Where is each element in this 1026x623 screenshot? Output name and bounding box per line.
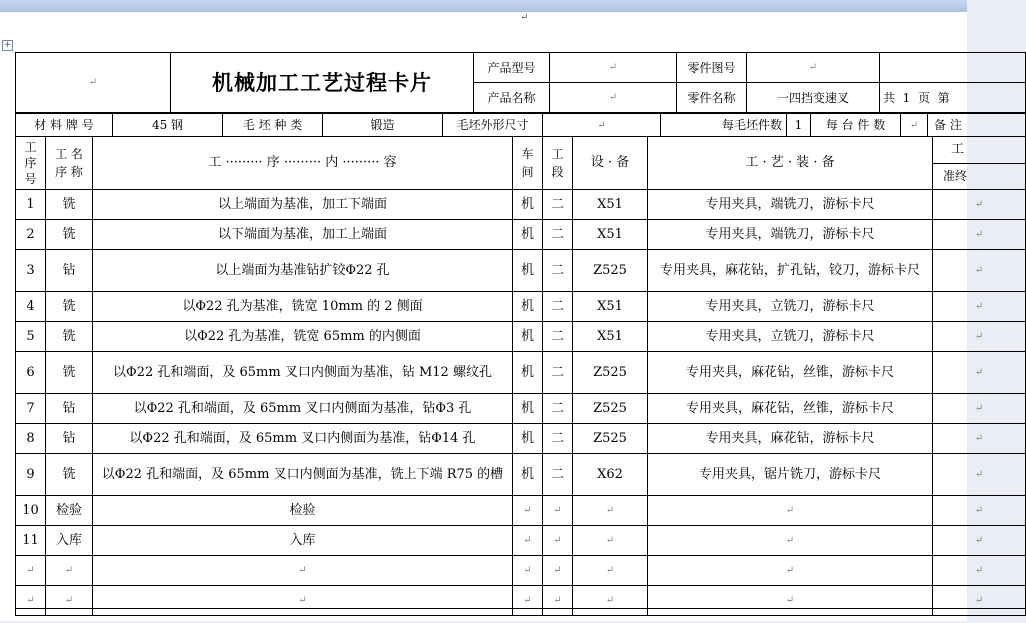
operations-header-row — [16, 137, 1026, 190]
op-hours-cell[interactable] — [933, 526, 1026, 556]
per-blank-label: 每毛坯件数 — [661, 114, 787, 137]
op-no-cell[interactable] — [16, 556, 46, 586]
op-equipment-cell[interactable] — [573, 556, 648, 586]
op-hours-cell[interactable] — [933, 352, 1026, 394]
op-section-cell[interactable]: 二 — [543, 424, 573, 454]
op-tooling-cell[interactable]: 专用夹具，麻花钻，游标卡尺 — [648, 424, 933, 454]
op-content-cell[interactable]: 以Φ22 孔和端面，及 65mm 叉口内侧面为基准，铣上下端 R75 的槽 — [93, 454, 513, 496]
paragraph-mark: ↵ — [523, 505, 532, 516]
op-hours-cell[interactable] — [933, 496, 1026, 526]
op-hours-cell[interactable] — [933, 424, 1026, 454]
document-page — [0, 12, 984, 621]
paragraph-mark: ↵ — [974, 595, 984, 606]
paragraph-mark: ↵ — [605, 535, 615, 546]
table-row — [16, 424, 1026, 454]
op-no-cell[interactable]: 11 — [16, 526, 46, 556]
op-equipment-cell[interactable]: Z525 — [573, 352, 648, 394]
product-model-label: 产品型号 — [474, 53, 550, 83]
page-count-cell — [880, 83, 1026, 113]
paragraph-mark: ↵ — [298, 565, 307, 576]
paragraph-mark: ↵ — [974, 265, 984, 276]
op-name-cell[interactable]: 入库 — [46, 526, 93, 556]
op-equipment-cell[interactable] — [573, 526, 648, 556]
op-equipment-cell[interactable]: X51 — [573, 292, 648, 322]
op-equipment-cell[interactable]: Z525 — [573, 394, 648, 424]
op-name-header — [46, 137, 93, 190]
table-move-handle-icon[interactable]: + — [3, 40, 12, 50]
page-no-label: 第 — [937, 90, 950, 105]
content-header: 工 ········· 序 ········· 内 ········· 容 — [93, 137, 513, 190]
op-no-cell[interactable]: 9 — [16, 454, 46, 496]
op-no-cell[interactable]: 3 — [16, 250, 46, 292]
paragraph-mark: ↵ — [974, 199, 984, 210]
section-header-line: 工 — [551, 147, 564, 161]
paragraph-mark: ↵ — [974, 565, 984, 576]
op-content-cell[interactable]: 以Φ22 孔为基准，铣宽 10mm 的 2 侧面 — [93, 292, 513, 322]
operations-table — [15, 136, 1026, 616]
table-row — [16, 220, 1026, 250]
product-name-value[interactable]: ↵ — [550, 83, 677, 113]
op-equipment-cell[interactable]: X51 — [573, 220, 648, 250]
op-no-cell[interactable]: 1 — [16, 190, 46, 220]
op-tooling-cell[interactable]: 专用夹具，麻花钻，丝锥，游标卡尺 — [648, 352, 933, 394]
part-drawing-label: 零件图号 — [677, 53, 747, 83]
op-hours-cell[interactable] — [933, 190, 1026, 220]
op-content-cell[interactable]: 以上端面为基准，加工下端面 — [93, 190, 513, 220]
per-unit-value[interactable]: ↵ — [901, 114, 928, 137]
op-workshop-cell[interactable]: 机 — [513, 454, 543, 496]
op-name-cell[interactable]: 铣 — [46, 322, 93, 352]
table-row — [16, 496, 1026, 526]
op-equipment-cell[interactable]: X51 — [573, 190, 648, 220]
op-content-cell[interactable] — [93, 556, 513, 586]
op-name-cell[interactable] — [46, 556, 93, 586]
op-content-cell[interactable]: 以Φ22 孔和端面，及 65mm 叉口内侧面为基准，钻Φ3 孔 — [93, 394, 513, 424]
op-section-cell[interactable]: 二 — [543, 454, 573, 496]
op-name-cell[interactable]: 检验 — [46, 496, 93, 526]
material-value[interactable]: 45 钢 — [113, 114, 223, 137]
paragraph-mark: ↵ — [974, 433, 984, 444]
paragraph-mark: ↵ — [26, 595, 35, 606]
total-value: 1 — [902, 90, 911, 105]
paragraph-mark: ↵ — [785, 565, 795, 576]
op-no-cell[interactable]: 7 — [16, 394, 46, 424]
op-workshop-cell[interactable] — [513, 526, 543, 556]
remark-label: 备 注 — [928, 114, 1026, 137]
op-equipment-cell[interactable]: X51 — [573, 322, 648, 352]
paragraph-mark: ↵ — [974, 505, 984, 516]
op-tooling-cell[interactable]: 专用夹具，立铣刀，游标卡尺 — [648, 322, 933, 352]
paragraph-mark: ↵ — [974, 301, 984, 312]
material-row-table — [15, 113, 1026, 137]
total-label: 共 — [883, 90, 896, 105]
op-equipment-cell[interactable] — [573, 496, 648, 526]
op-section-cell[interactable]: 二 — [543, 250, 573, 292]
hours-header — [933, 137, 1026, 190]
table-row — [16, 292, 1026, 322]
op-name-cell[interactable]: 铣 — [46, 352, 93, 394]
op-no-cell[interactable]: 5 — [16, 322, 46, 352]
paragraph-mark: ↵ — [64, 565, 74, 576]
op-equipment-cell[interactable]: X62 — [573, 454, 648, 496]
paragraph-mark: ↵ — [974, 403, 984, 414]
op-no-cell[interactable]: 2 — [16, 220, 46, 250]
op-tooling-cell[interactable]: 专用夹具，麻花钻，扩孔钻，铰刀，游标卡尺 — [648, 250, 933, 292]
op-hours-cell[interactable] — [933, 454, 1026, 496]
material-label: 材 料 牌 号 — [16, 114, 113, 137]
op-hours-cell[interactable] — [933, 556, 1026, 586]
card-header-table — [15, 52, 1026, 113]
paragraph-mark: ↵ — [605, 505, 615, 516]
op-section-cell[interactable] — [543, 496, 573, 526]
blank-size-label: 毛坯外形尺寸 — [443, 114, 543, 137]
op-hours-cell[interactable] — [933, 220, 1026, 250]
header-blank-cell: ↵ — [16, 53, 171, 113]
paragraph-mark: ↵ — [553, 505, 562, 516]
paragraph-mark: ↵ — [974, 331, 984, 342]
blank-type-value[interactable]: 锻造 — [323, 114, 443, 137]
paragraph-mark: ↵ — [553, 565, 562, 576]
op-workshop-cell[interactable]: 机 — [513, 394, 543, 424]
paragraph-mark: ↵ — [298, 595, 307, 606]
op-name-header-line: 序 称 — [55, 165, 83, 179]
op-no-header-line: 号 — [24, 172, 37, 186]
paragraph-mark: ↵ — [785, 505, 795, 516]
op-no-header-line: 序 — [24, 156, 37, 170]
table-row — [16, 556, 1026, 586]
workshop-header-line: 车 — [521, 147, 534, 161]
paragraph-mark: ↵ — [520, 12, 529, 23]
op-name-header-line: 工 名 — [55, 147, 83, 161]
op-content-cell[interactable]: 检验 — [93, 496, 513, 526]
blank-size-value[interactable]: ↵ — [543, 114, 661, 137]
paragraph-mark: ↵ — [523, 595, 532, 606]
op-section-cell[interactable]: 二 — [543, 394, 573, 424]
part-name-value[interactable]: 一四挡变速叉 — [747, 83, 880, 113]
product-model-value[interactable]: ↵ — [550, 53, 677, 83]
op-equipment-cell[interactable]: Z525 — [573, 424, 648, 454]
paragraph-mark: ↵ — [523, 565, 532, 576]
equipment-header: 设 · 备 — [573, 137, 648, 190]
op-workshop-cell[interactable]: 机 — [513, 292, 543, 322]
op-name-cell[interactable]: 钻 — [46, 250, 93, 292]
op-hours-cell[interactable] — [933, 322, 1026, 352]
op-section-cell[interactable]: 二 — [543, 220, 573, 250]
op-workshop-cell[interactable]: 机 — [513, 190, 543, 220]
op-name-cell[interactable]: 钻 — [46, 394, 93, 424]
per-blank-value[interactable]: 1 — [787, 114, 811, 137]
op-tooling-cell[interactable] — [648, 496, 933, 526]
op-no-cell[interactable]: 6 — [16, 352, 46, 394]
op-tooling-cell[interactable]: 专用夹具，端铣刀，游标卡尺 — [648, 220, 933, 250]
section-header-line: 段 — [551, 165, 564, 179]
paragraph-mark: ↵ — [974, 469, 984, 480]
product-name-label: 产品名称 — [474, 83, 550, 113]
paragraph-mark: ↵ — [553, 595, 562, 606]
op-no-header — [16, 137, 46, 190]
op-section-cell[interactable]: 二 — [543, 352, 573, 394]
op-tooling-cell[interactable]: 专用夹具，立铣刀，游标卡尺 — [648, 292, 933, 322]
op-workshop-cell[interactable]: 机 — [513, 250, 543, 292]
tooling-header: 工 · 艺 · 装 · 备 — [648, 137, 933, 190]
paragraph-mark: ↵ — [974, 367, 984, 378]
op-content-cell[interactable]: 入库 — [93, 526, 513, 556]
workshop-header — [513, 137, 543, 190]
op-content-cell[interactable]: 以Φ22 孔和端面，及 65mm 叉口内侧面为基准，钻Φ14 孔 — [93, 424, 513, 454]
op-tooling-cell[interactable] — [648, 556, 933, 586]
op-name-cell[interactable]: 铣 — [46, 454, 93, 496]
op-name-cell[interactable]: 铣 — [46, 190, 93, 220]
paragraph-mark: ↵ — [974, 535, 984, 546]
paragraph-mark: ↵ — [605, 565, 615, 576]
op-section-cell[interactable] — [543, 526, 573, 556]
op-no-cell[interactable]: 4 — [16, 292, 46, 322]
op-workshop-cell[interactable]: 机 — [513, 220, 543, 250]
op-section-cell[interactable] — [543, 556, 573, 586]
op-no-header-line: 工 — [24, 140, 37, 154]
op-name-cell[interactable]: 铣 — [46, 292, 93, 322]
operations-body — [16, 190, 1026, 616]
op-hours-cell[interactable] — [933, 250, 1026, 292]
paragraph-mark: ↵ — [64, 595, 74, 606]
table-row — [16, 526, 1026, 556]
hours-header-top: 工 — [933, 137, 1025, 164]
header-right-cell — [880, 53, 1026, 83]
op-hours-cell[interactable] — [933, 394, 1026, 424]
op-content-cell[interactable]: 以下端面为基准，加工上端面 — [93, 220, 513, 250]
op-workshop-cell[interactable] — [513, 556, 543, 586]
op-section-cell[interactable]: 二 — [543, 292, 573, 322]
table-row — [16, 454, 1026, 496]
op-hours-cell[interactable] — [933, 292, 1026, 322]
op-section-cell[interactable]: 二 — [543, 190, 573, 220]
table-row — [16, 190, 1026, 220]
signature-row — [15, 608, 1025, 623]
paragraph-mark: ↵ — [553, 535, 562, 546]
paragraph-mark: ↵ — [523, 535, 532, 546]
part-name-label: 零件名称 — [677, 83, 747, 113]
table-row — [16, 250, 1026, 292]
paragraph-mark: ↵ — [26, 565, 35, 576]
section-header — [543, 137, 573, 190]
op-tooling-cell[interactable]: 专用夹具，麻花钻，丝锥，游标卡尺 — [648, 394, 933, 424]
paragraph-mark: ↵ — [974, 229, 984, 240]
op-workshop-cell[interactable]: 机 — [513, 424, 543, 454]
op-name-cell[interactable]: 铣 — [46, 220, 93, 250]
op-no-cell[interactable]: 10 — [16, 496, 46, 526]
table-row — [16, 322, 1026, 352]
paragraph-mark: ↵ — [785, 595, 795, 606]
blank-type-label: 毛 坯 种 类 — [223, 114, 323, 137]
workshop-header-line: 间 — [521, 165, 534, 179]
op-name-cell[interactable]: 钻 — [46, 424, 93, 454]
op-no-cell[interactable]: 8 — [16, 424, 46, 454]
op-tooling-cell[interactable]: 专用夹具，端铣刀，游标卡尺 — [648, 190, 933, 220]
page-label: 页 — [917, 90, 930, 105]
table-row — [16, 394, 1026, 424]
op-content-cell[interactable]: 以上端面为基准钻扩铰Φ22 孔 — [93, 250, 513, 292]
table-row — [16, 352, 1026, 394]
paragraph-mark: ↵ — [785, 535, 795, 546]
op-workshop-cell[interactable]: 机 — [513, 322, 543, 352]
op-tooling-cell[interactable]: 专用夹具，锯片铣刀，游标卡尺 — [648, 454, 933, 496]
per-unit-label: 每 台 件 数 — [811, 114, 901, 137]
op-section-cell[interactable]: 二 — [543, 322, 573, 352]
prep-header: 准终 — [943, 169, 968, 183]
op-content-cell[interactable]: 以Φ22 孔为基准，铣宽 65mm 的内侧面 — [93, 322, 513, 352]
op-tooling-cell[interactable] — [648, 526, 933, 556]
paragraph-mark: ↵ — [605, 595, 615, 606]
op-workshop-cell[interactable]: 机 — [513, 352, 543, 394]
op-workshop-cell[interactable] — [513, 496, 543, 526]
card-title: 机械加工工艺过程卡片 — [171, 53, 474, 113]
op-equipment-cell[interactable]: Z525 — [573, 250, 648, 292]
op-content-cell[interactable]: 以Φ22 孔和端面，及 65mm 叉口内侧面为基准，钻 M12 螺纹孔 — [93, 352, 513, 394]
part-drawing-value[interactable]: ↵ — [747, 53, 880, 83]
